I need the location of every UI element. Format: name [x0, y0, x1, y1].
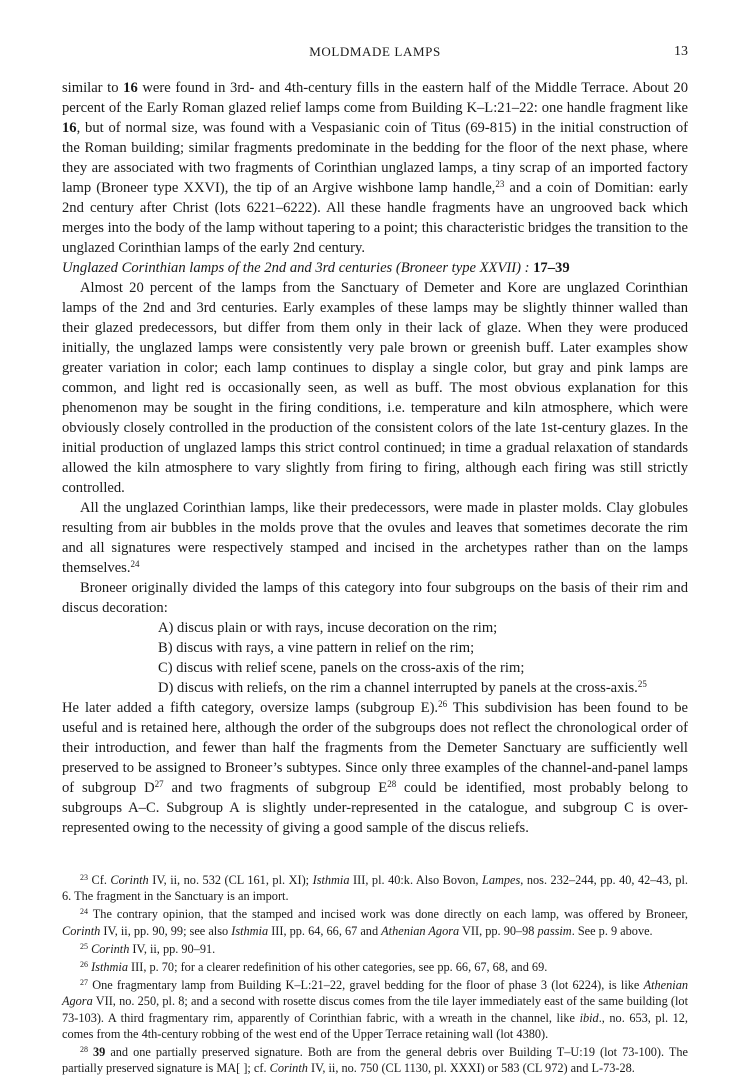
footnote-ref-26: 26 [438, 699, 448, 709]
italic-run: Athenian Agora [381, 923, 460, 938]
footnote-number: 26 [80, 960, 88, 970]
footnote-23 [62, 872, 688, 904]
text-run: This subdivision has been found to be useful and is retained here, although the order of the subgroups does not reflect the chronological order of their introduction, and fewer than half the fragments from the Demeter Sanctuary are sufficiently well preserved to be assigned to Broneer’s subtypes. Since only three examples of the channel-and-panel lamps of subgroup D [62, 700, 689, 796]
subgroup-a: A) discus plain or with rays, incuse decoration on the rim; [158, 620, 498, 636]
footnote-number: 23 [80, 873, 88, 882]
running-title: MOLDMADE LAMPS [309, 44, 441, 59]
body-text [62, 78, 688, 838]
paragraph-fifth-category [62, 698, 688, 838]
text-run: and two fragments of subgroup E [163, 780, 388, 796]
text-run: IV, ii, pp. 90, 99; see also [100, 923, 232, 938]
page-number: 13 [674, 44, 688, 59]
text-run: and one partially preserved signature. Both are from the general debris over Building T–U:19 (lot 73-100). The partially preserved signature is MA[ ]; cf. [62, 1045, 688, 1076]
subgroup-d [62, 678, 688, 698]
footnotes [62, 872, 688, 1076]
text-run: and a coin of Domitian: early 2nd century after Christ (lots 6221–6222). All these handle fragments have an ungrooved back which merges into the body of the lamp without tapering to a point; this characteristic bridges the transition to the unglazed Corinthian lamps of the early 2nd century. [62, 180, 688, 256]
footnote-number: 25 [80, 941, 88, 951]
italic-run: Corinth [110, 873, 149, 887]
text-run: He later added a fifth category, oversize lamps (subgroup E). [62, 700, 439, 716]
section-heading-range: 17–39 [533, 260, 570, 276]
italic-run: ibid [579, 1010, 599, 1025]
footnote-number: 28 [80, 1045, 88, 1055]
footnote-ref-25: 25 [637, 679, 647, 689]
text-run: VII, pp. 90–98 [459, 923, 538, 938]
footnote-27 [62, 977, 688, 1042]
italic-run: Corinth [62, 923, 101, 938]
section-heading [62, 258, 688, 278]
text-run: . See p. 9 above. [571, 923, 653, 938]
text-run: Cf. [88, 873, 111, 887]
italic-run: Isthmia [91, 960, 128, 975]
paragraph-subgroups-intro: Broneer originally divided the lamps of this category into four subgroups on the basis of their rim and discus decoration: [62, 580, 688, 616]
running-head [62, 40, 688, 64]
text-run: , but of normal size, was found with a Vespasianic coin of Titus (69-815) in the initial construction of the Roman building; similar fragments predominate in the bedding for the floor of the next phase, where they are associated with two fragments of Corinthian unglazed lamps, a tiny scrap of an imported factory lamp (Broneer type XXVI), the tip of an Argive wishbone lamp handle, [62, 120, 688, 196]
catalogue-ref: 39 [93, 1045, 106, 1060]
footnote-24 [62, 906, 688, 938]
text-run: III, pp. 64, 66, 67 and [268, 923, 382, 938]
text-run: The contrary opinion, that the stamped and incised work was done directly on each lamp, was offered by Broneer, [88, 907, 688, 922]
footnote-number: 24 [80, 907, 88, 917]
paragraph-unglazed-lamps: Almost 20 percent of the lamps from the Sanctuary of Demeter and Kore are unglazed Corinthian lamps of the 2nd and 3rd centuries. Early examples of these lamps may be slightly thinner walled than their glazed predecessors, but differ from them only in their lack of glaze. When they were produced initially, the unglazed lamps were consistently very pale brown or greenish buff. Later examples show greater variation in color; each lamp continues to display a single color, but gray and pink lamps are common, and light red is occasionally seen, as well as buff. The most obvious explanation for this phenomenon may be sought in the firing conditions, i.e. temperature and kiln atmosphere, which were obviously closely controlled in the production of the consistent colors of the late 1st-century glazes. In the initial production of unglazed lamps this strict control continued; in time a gradual relaxation of standards allowed the kiln atmosphere to vary slightly from firing to firing, although each firing was still strictly controlled. [62, 280, 688, 496]
footnote-ref-27: 27 [154, 779, 164, 789]
italic-run: Corinth [91, 941, 130, 956]
paragraph-plaster-molds [62, 498, 688, 578]
subgroup-list [62, 618, 688, 698]
subgroup-c: C) discus with relief scene, panels on the cross-axis of the rim; [158, 660, 525, 676]
text-run: ., no. 653, pl. 12, comes from the 4th-century robbing of the west end of the Upper Terrace retaining wall (lot 4380). [62, 1010, 688, 1041]
text-run: IV, ii, no. 532 (CL 161, pl. XI); [148, 873, 313, 887]
italic-run: Athenian Agora [62, 978, 688, 1009]
footnote-26 [62, 959, 688, 975]
italic-run: Corinth [269, 1061, 308, 1076]
footnote-ref-23: 23 [495, 179, 505, 189]
section-heading-title: Unglazed Corinthian lamps of the 2nd and 3rd centuries (Broneer type XXVII) : [62, 260, 534, 276]
italic-run: Isthmia [312, 873, 350, 887]
text-run: were found in 3rd- and 4th-century fills in the eastern half of the Middle Terrace. About 20 percent of the Early Roman glazed relief lamps come from Building K–L:21–22: one handle fragment like [62, 80, 688, 116]
italic-run: Lampes [482, 873, 521, 887]
italic-run: passim [537, 923, 572, 938]
text-run: IV, ii, pp. 90–91. [129, 941, 216, 956]
italic-run: Isthmia [231, 923, 269, 938]
footnote-ref-28: 28 [387, 779, 397, 789]
catalogue-ref: 16 [62, 120, 77, 136]
paragraph-handle-fragments [62, 78, 688, 258]
text-run: VII, no. 250, pl. 8; and a second with rosette discus comes from the tile layer immediately east of the same building (lot 73-103). A third fragmentary rim, apparently of Corinthian fabric, with a wreath in the channel, like [62, 994, 688, 1025]
footnote-25 [62, 941, 688, 957]
text-run: One fragmentary lamp from Building K–L:21–22, gravel bedding for the floor of phase 3 (lot 6224), is like [88, 978, 644, 993]
text-run: could be identified, most probably belong to subgroups A–C. Subgroup A is slightly under-represented in the catalogue, and subgroup C is over-represented owing to the necessity of giving a good sample of the discus reliefs. [62, 780, 688, 836]
subgroup-b: B) discus with rays, a vine pattern in relief on the rim; [158, 640, 475, 656]
text-run: IV, ii, no. 750 (CL 1130, pl. XXXI) or 583 (CL 972) and L-73-28. [307, 1061, 635, 1076]
text-run: III, p. 70; for a clearer redefinition of his other categories, see pp. 66, 67, 68, and 69. [127, 960, 548, 975]
text-run: similar to [62, 80, 124, 96]
footnote-ref-24: 24 [130, 559, 140, 569]
footnote-28 [62, 1044, 688, 1076]
text-run: , nos. 232–244, pp. 40, 42–43, pl. 6. The fragment in the Sanctuary is an import. [62, 873, 688, 904]
subgroup-d-text: D) discus with reliefs, on the rim a channel interrupted by panels at the cross-axis. [158, 680, 638, 696]
text-run: All the unglazed Corinthian lamps, like their predecessors, were made in plaster molds. Clay globules resulting from air bubbles in the molds prove that the ovules and leaves that sometimes decorate the rim and all signatures were respectively stamped and incised in the archetypes rather than on the lamps themselves. [62, 500, 688, 576]
catalogue-ref: 16 [123, 80, 138, 96]
footnote-number: 27 [80, 978, 88, 988]
page [62, 40, 688, 1076]
text-run: III, pl. 40:k. Also Bovon, [349, 873, 483, 887]
